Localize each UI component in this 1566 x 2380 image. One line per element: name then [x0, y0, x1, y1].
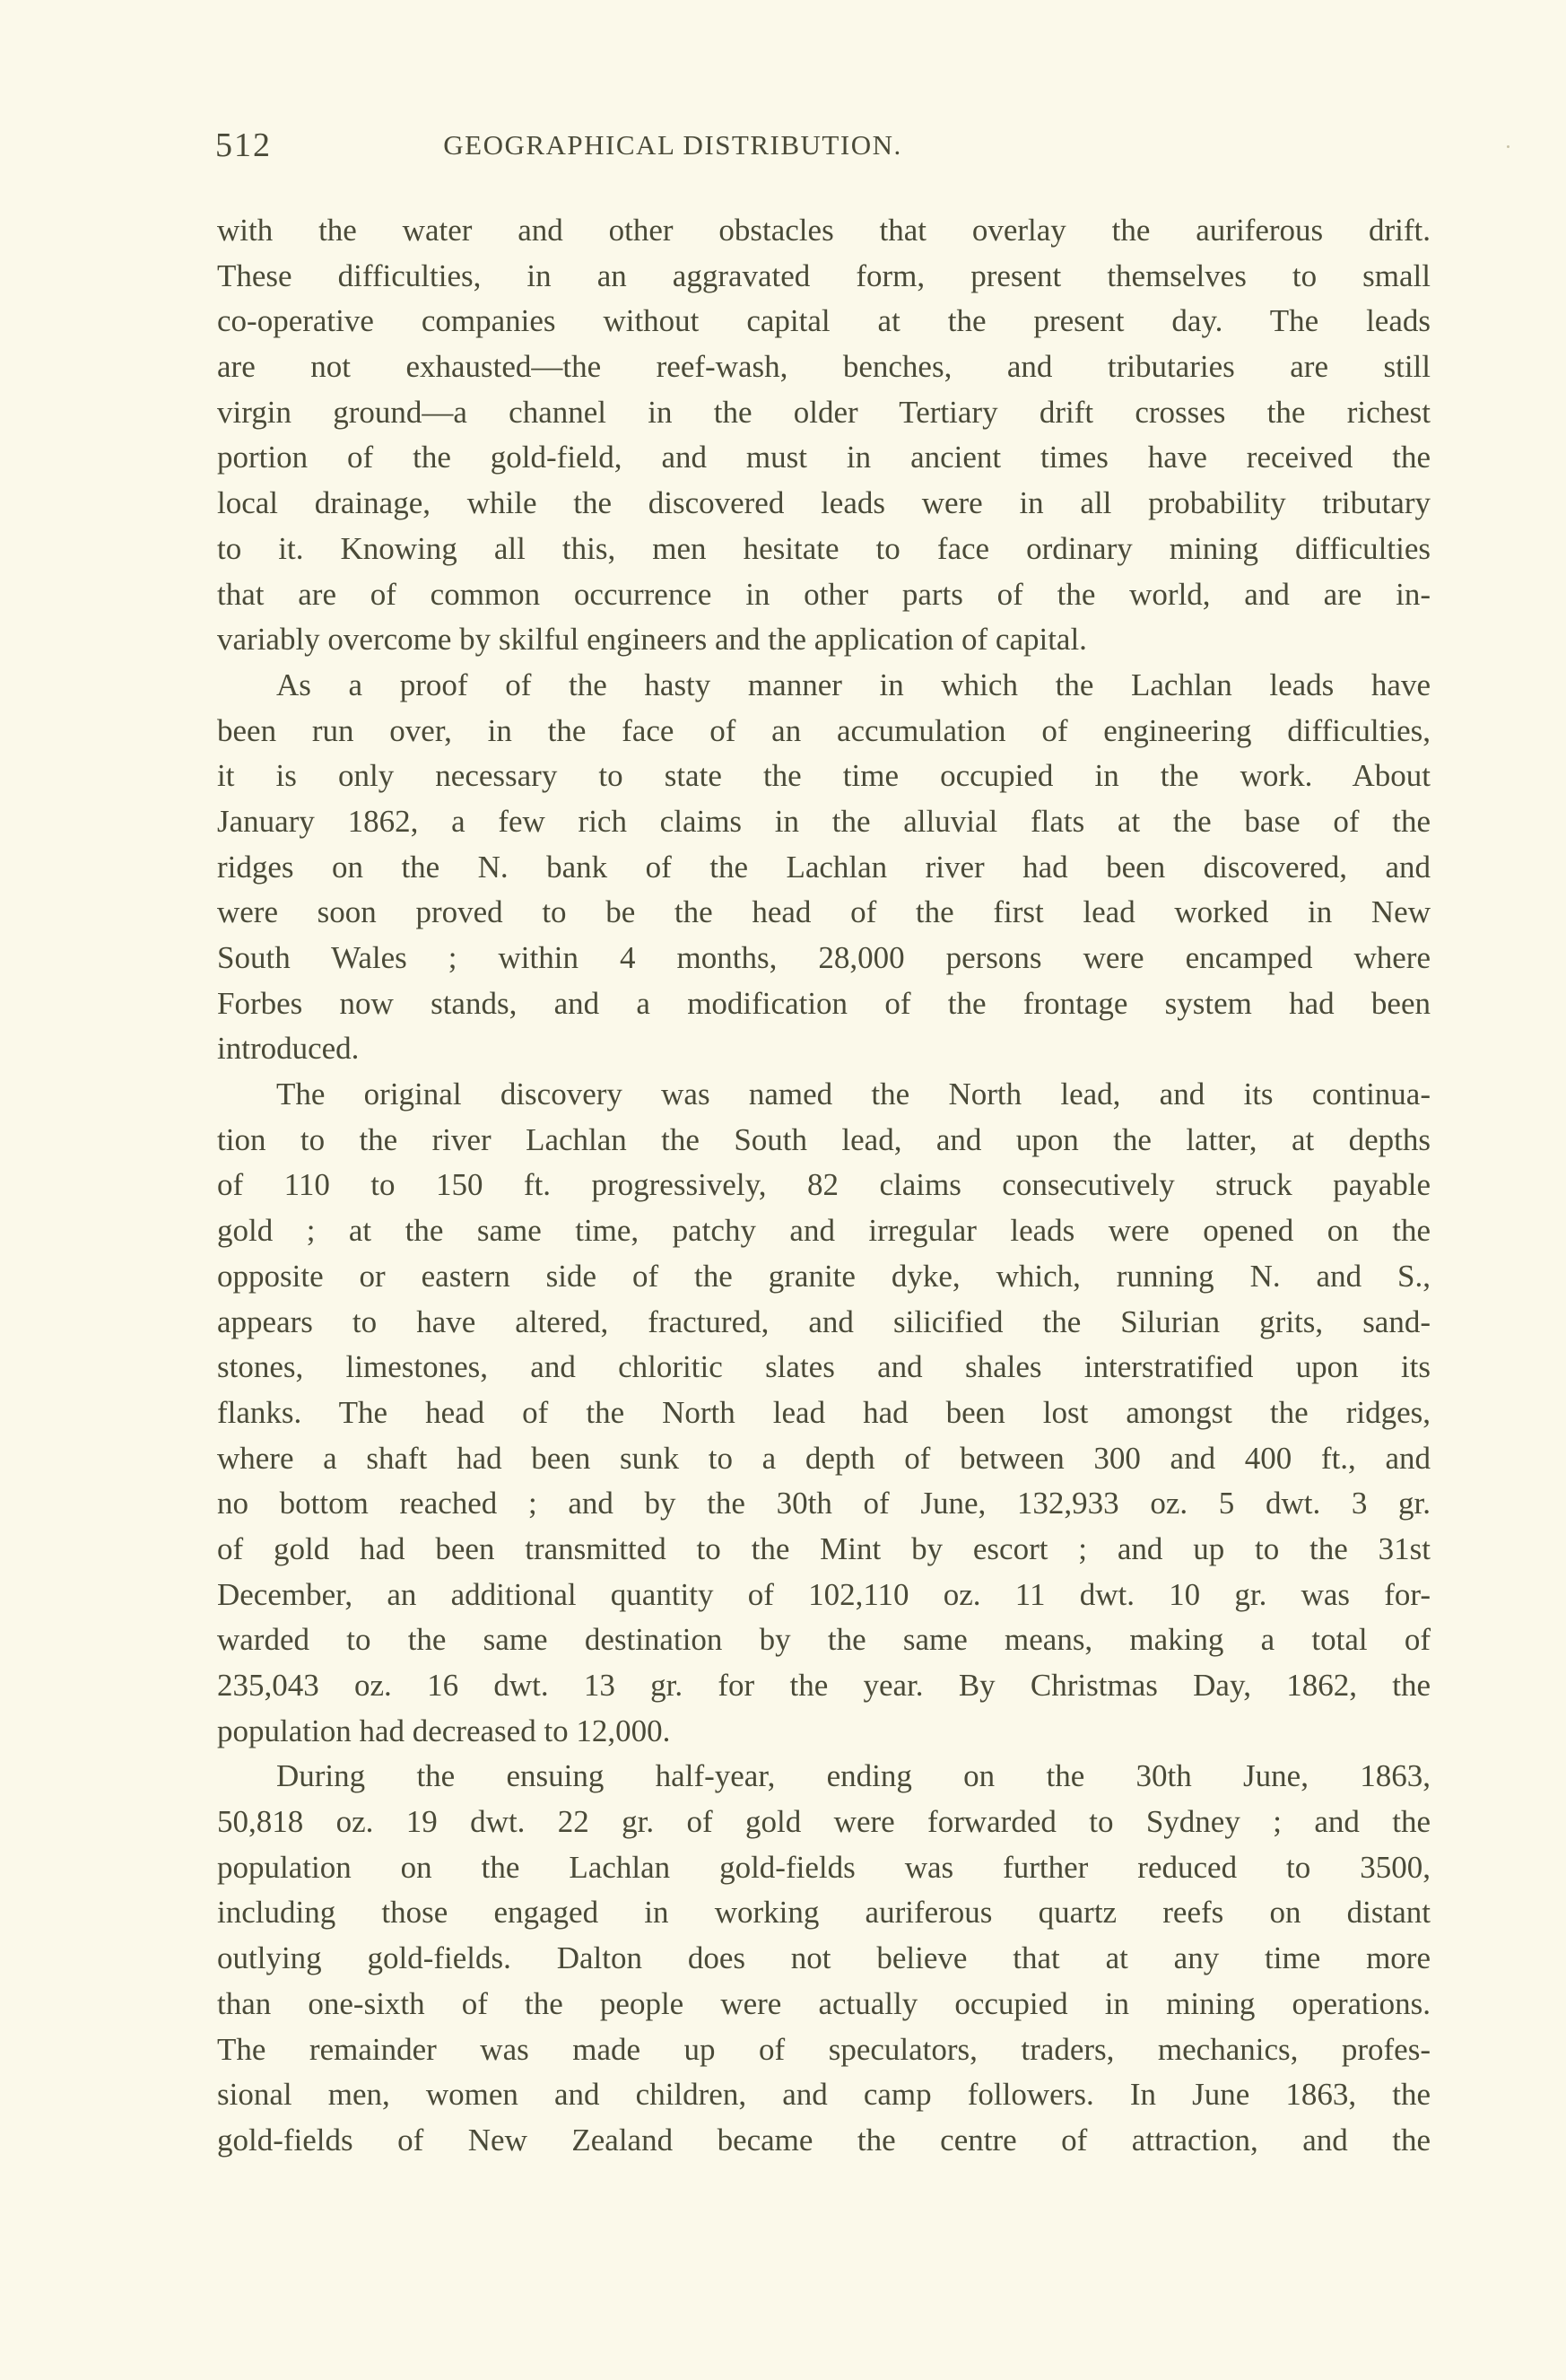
- text-line: including those engaged in working auriferous quartz reefs on distant: [217, 1895, 1431, 1931]
- text-line: gold ; at the same time, patchy and irregular leads were opened on the: [217, 1213, 1431, 1249]
- paragraph: [217, 663, 1431, 1072]
- text-line: portion of the gold-field, and must in ancient times have received the: [217, 440, 1431, 475]
- text-line: The remainder was made up of speculators, traders, mechanics, profes-: [217, 2031, 1431, 2067]
- text-line: South Wales ; within 4 months, 28,000 persons were encamped where: [217, 940, 1431, 975]
- paper-speck: [1507, 145, 1509, 148]
- text-line: As a proof of the hasty manner in which the Lachlan leads have: [276, 667, 1431, 702]
- text-line: with the water and other obstacles that overlay the auriferous drift.: [217, 213, 1431, 248]
- text-line: tion to the river Lachlan the South lead, and upon the latter, at depths: [217, 1121, 1431, 1157]
- text-line: stones, limestones, and chloritic slates and shales interstratified upon its: [217, 1349, 1431, 1385]
- text-line: population had decreased to 12,000.: [217, 1713, 671, 1748]
- text-line: are not exhausted—the reef-wash, benches, and tributaries are still: [217, 349, 1431, 385]
- text-line: introduced.: [217, 1031, 360, 1067]
- text-line: January 1862, a few rich claims in the alluvial flats at the base of the: [217, 803, 1431, 839]
- text-line: sional men, women and children, and camp followers. In June 1863, the: [217, 2077, 1431, 2113]
- text-line: were soon proved to be the head of the first lead worked in New: [217, 894, 1431, 930]
- text-line: it is only necessary to state the time occupied in the work. About: [217, 758, 1431, 794]
- text-line: Forbes now stands, and a modification of the frontage system had been: [217, 985, 1431, 1021]
- text-line: than one-sixth of the people were actually occupied in mining operations.: [217, 1985, 1431, 2021]
- text-line: local drainage, while the discovered leads were in all probability tributary: [217, 485, 1431, 521]
- text-line: been run over, in the face of an accumulation of engineering difficulties,: [217, 712, 1431, 748]
- text-line: 235,043 oz. 16 dwt. 13 gr. for the year. By Christmas Day, 1862, the: [217, 1668, 1431, 1703]
- text-line: 50,818 oz. 19 dwt. 22 gr. of gold were forwarded to Sydney ; and the: [217, 1804, 1431, 1840]
- text-line: of 110 to 150 ft. progressively, 82 claims consecutively struck payable: [217, 1167, 1431, 1203]
- text-line: co-operative companies without capital at the present day. The leads: [217, 303, 1431, 339]
- text-line: appears to have altered, fractured, and silicified the Silurian grits, sand-: [217, 1303, 1431, 1339]
- text-line: virgin ground—a channel in the older Tertiary drift crosses the richest: [217, 394, 1431, 430]
- text-line: The original discovery was named the North lead, and its continua-: [276, 1077, 1431, 1112]
- paragraph: [217, 208, 1431, 663]
- text-line: outlying gold-fields. Dalton does not believe that at any time more: [217, 1940, 1431, 1976]
- paragraph: [217, 1072, 1431, 1754]
- text-line: flanks. The head of the North lead had been lost amongst the ridges,: [217, 1394, 1431, 1430]
- text-line: gold-fields of New Zealand became the centre of attraction, and the: [217, 2122, 1431, 2158]
- page-number: 512: [215, 126, 272, 164]
- text-line: December, an additional quantity of 102,110 oz. 11 dwt. 10 gr. was for-: [217, 1576, 1431, 1612]
- text-line: where a shaft had been sunk to a depth of between 300 and 400 ft., and: [217, 1440, 1431, 1476]
- text-line: of gold had been transmitted to the Mint by escort ; and up to the 31st: [217, 1530, 1431, 1566]
- text-line: no bottom reached ; and by the 30th of June, 132,933 oz. 5 dwt. 3 gr.: [217, 1486, 1431, 1521]
- text-line: During the ensuing half-year, ending on the 30th June, 1863,: [276, 1758, 1431, 1794]
- body-text: [217, 208, 1431, 2164]
- text-line: opposite or eastern side of the granite dyke, which, running N. and S.,: [217, 1258, 1431, 1294]
- text-line: that are of common occurrence in other parts of the world, and are in-: [217, 576, 1431, 612]
- running-header: [215, 126, 1435, 170]
- text-line: ridges on the N. bank of the Lachlan river had been discovered, and: [217, 849, 1431, 885]
- running-title: GEOGRAPHICAL DISTRIBUTION.: [443, 129, 902, 161]
- paragraph: [217, 1754, 1431, 2163]
- text-line: to it. Knowing all this, men hesitate to face ordinary mining difficulties: [217, 530, 1431, 566]
- text-line: These difficulties, in an aggravated form, present themselves to small: [217, 257, 1431, 293]
- text-line: population on the Lachlan gold-fields was further reduced to 3500,: [217, 1849, 1431, 1885]
- text-line: warded to the same destination by the same means, making a total of: [217, 1622, 1431, 1658]
- text-line: variably overcome by skilful engineers and the application of capital.: [217, 622, 1087, 658]
